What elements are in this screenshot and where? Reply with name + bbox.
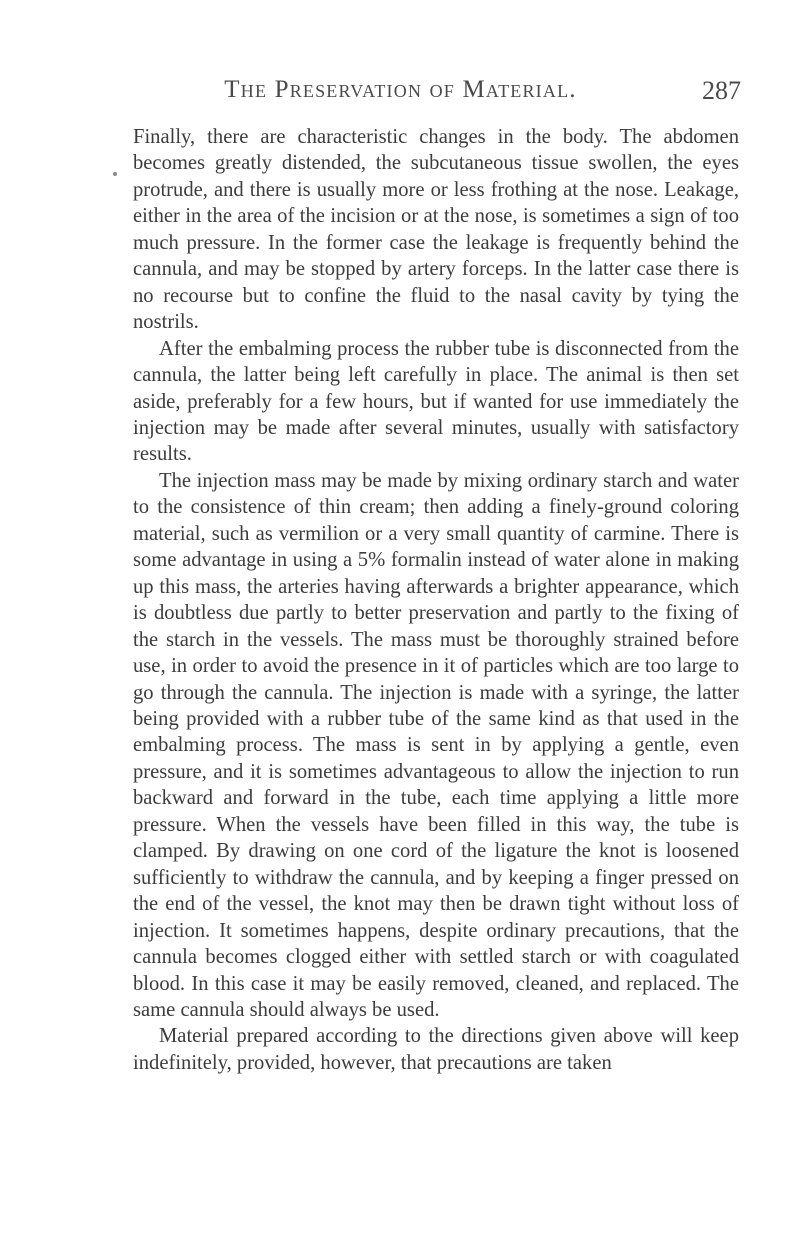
running-title: The Preservation of Material.: [224, 76, 577, 103]
running-head: [0, 76, 801, 106]
paragraph: Material prepared according to the directions given above will keep indefinitely, provided, however, that precautions are taken: [133, 1025, 739, 1074]
paragraph: Finally, there are characteristic changes in the body. The abdomen becomes greatly distended, the subcutaneous tissue swollen, the eyes protrude, and there is usually more or less frothing at the nose. Leakage, either in the area of the incision or at the nose, is sometimes a sign of too much pressure. In the former case the leakage is frequently behind the cannula, and may be stopped by artery forceps. In the latter case there is no recourse but to confine the fluid to the nasal cavity by tying the nostrils.: [133, 126, 739, 334]
paragraph: The injection mass may be made by mixing ordinary starch and water to the consistence of thin cream; then adding a finely-ground coloring material, such as vermilion or a very small quantity of carmine. There is some advantage in using a 5% formalin instead of water alone in making up this mass, the arteries having afterwards a brighter appearance, which is doubtless due partly to better preservation and partly to the fixing of the starch in the vessels. The mass must be thoroughly strained before use, in order to avoid the presence in it of particles which are too large to go through the cannula. The injection is made with a syringe, the latter being provided with a rubber tube of the same kind as that used in the embalming process. The mass is sent in by applying a gentle, even pressure, and it is sometimes advantageous to allow the injection to run backward and forward in the tube, each time applying a little more pressure. When the vessels have been filled in this way, the tube is clamped. By drawing on one cord of the ligature the knot is loosened sufficiently to withdraw the cannula, and by keeping a finger pressed on the end of the vessel, the knot may then be drawn tight without loss of injection. It sometimes happens, despite ordinary precautions, that the cannula becomes clogged either with settled starch or with coagulated blood. In this case it may be easily removed, cleaned, and replaced. The same cannula should always be used.: [133, 469, 739, 1021]
margin-dot-mark: [113, 172, 117, 176]
page-number: 287: [702, 76, 741, 105]
paragraph: After the embalming process the rubber tube is disconnected from the cannula, the latter being left carefully in place. The animal is then set aside, preferably for a few hours, but if wanted for use immediately the injection may be made after several minutes, usually with satisfactory results.: [133, 337, 739, 466]
body-text: [133, 124, 739, 1076]
